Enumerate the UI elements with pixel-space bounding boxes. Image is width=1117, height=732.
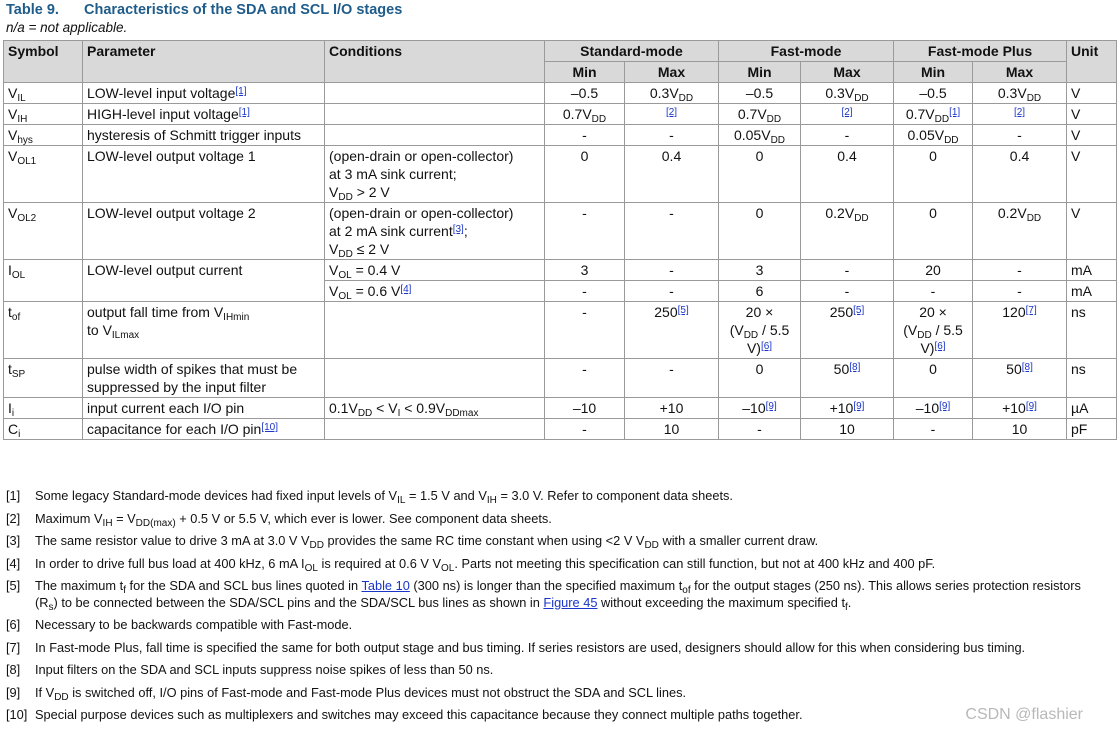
symbol-cell: $I_i$: [4, 398, 83, 419]
footnotes: [6, 488, 1086, 730]
value-cell: 0.4: [973, 146, 1067, 203]
value-cell: 50[8]: [973, 359, 1067, 398]
value-cell: $0.7V_{DD}$: [719, 104, 801, 125]
symbol-cell: $V_{hys}$: [4, 125, 83, 146]
value-cell: 250[5]: [625, 302, 719, 359]
value-cell: 20 × ($V_{DD} / 5.5$ V)[6]: [719, 302, 801, 359]
header-max: Max: [625, 62, 719, 83]
value-cell: 10: [625, 419, 719, 440]
table-number: Table 9.: [6, 2, 59, 18]
conditions-cell: [325, 125, 545, 146]
value-cell: -: [545, 419, 625, 440]
footnote-link[interactable]: [1]: [238, 107, 250, 118]
footnote: [10] Special purpose devices such as multiplexers and switches may exceed this capacitance because they connect multiple paths together.: [6, 707, 803, 722]
value-cell: $0.2V_{DD}$: [973, 203, 1067, 260]
unit-cell: pF: [1067, 419, 1117, 440]
header-min: Min: [719, 62, 801, 83]
header-max: Max: [801, 62, 894, 83]
symbol-cell: $V_{OL2}$: [4, 203, 83, 260]
value-cell: 6: [719, 281, 801, 302]
conditions-cell: [325, 302, 545, 359]
symbol-cell: $C_i$: [4, 419, 83, 440]
footnote-link[interactable]: [9]: [939, 401, 951, 412]
footnote: [5] The maximum $t_f$ for the SDA and SCL bus lines quoted in Table 10 (300 ns) is longer than the specified maximum $t_{of}$ for the output stages (250 ns). This allows series protection resistors $(R_s)$ to be connected between the SDA/SCL pins and the SDA/SCL bus lines as shown in Figure 45 without exceeding the maximum specified $t_f$.: [6, 578, 1081, 613]
value-cell: 0: [719, 146, 801, 203]
value-cell: –0.5: [719, 83, 801, 104]
value-cell: -: [625, 281, 719, 302]
parameter-cell: input current each I/O pin: [83, 398, 325, 419]
value-cell: -: [625, 260, 719, 281]
value-cell: -: [801, 281, 894, 302]
value-cell: -: [625, 203, 719, 260]
conditions-cell: [325, 104, 545, 125]
value-cell: -: [545, 125, 625, 146]
parameter-cell: LOW-level output voltage 2: [83, 203, 325, 260]
conditions-cell: (open-drain or open-collector) at 3 mA sink current; $V_{DD} > 2$ V: [325, 146, 545, 203]
footnote-link[interactable]: [2]: [841, 107, 853, 118]
footnote: [2] Maximum $V_{IH} = V_{DD(max)} + 0.5$ V or 5.5 V, which ever is lower. See component data sheets.: [6, 510, 552, 529]
footnote-link[interactable]: [7]: [1025, 305, 1037, 316]
footnote-link[interactable]: [9]: [765, 401, 777, 412]
parameter-cell: LOW-level output voltage 1: [83, 146, 325, 203]
parameter-cell: capacitance for each I/O pin[10]: [83, 419, 325, 440]
header-standard-mode: Standard-mode: [545, 41, 719, 62]
unit-cell: mA: [1067, 281, 1117, 302]
value-cell: 3: [719, 260, 801, 281]
table-title: [6, 2, 402, 18]
value-cell: –10[9]: [719, 398, 801, 419]
value-cell: $0.3V_{DD}$: [625, 83, 719, 104]
value-cell: -: [545, 203, 625, 260]
table-row: [4, 203, 1117, 260]
unit-cell: V: [1067, 203, 1117, 260]
value-cell: 120[7]: [973, 302, 1067, 359]
footnote-link[interactable]: [9]: [853, 401, 865, 412]
unit-cell: ns: [1067, 302, 1117, 359]
value-cell: -: [625, 125, 719, 146]
value-cell: $0.2V_{DD}$: [801, 203, 894, 260]
value-cell: 250[5]: [801, 302, 894, 359]
table-row: [4, 146, 1117, 203]
value-cell: [801, 104, 894, 125]
value-cell: +10: [625, 398, 719, 419]
table-title-text: Characteristics of the SDA and SCL I/O stages: [84, 2, 403, 18]
conditions-cell: $V_{OL} = 0.4$ V: [325, 260, 545, 281]
value-cell: -: [719, 419, 801, 440]
value-cell: +10[9]: [973, 398, 1067, 419]
table-row: [4, 83, 1117, 104]
symbol-cell: $t_{SP}$: [4, 359, 83, 398]
value-cell: 10: [801, 419, 894, 440]
value-cell: +10[9]: [801, 398, 894, 419]
unit-cell: V: [1067, 83, 1117, 104]
value-cell: 50[8]: [801, 359, 894, 398]
footnote-link[interactable]: [6]: [760, 341, 773, 352]
footnote-link[interactable]: [5]: [677, 305, 689, 316]
conditions-cell: [325, 419, 545, 440]
unit-cell: ns: [1067, 359, 1117, 398]
conditions-cell: [325, 359, 545, 398]
value-cell: 0: [894, 203, 973, 260]
table-10-link[interactable]: Table 10: [361, 578, 410, 593]
unit-cell: V: [1067, 125, 1117, 146]
value-cell: 0.4: [625, 146, 719, 203]
table-row: [4, 260, 1117, 281]
footnote-link[interactable]: [2]: [1013, 107, 1026, 118]
value-cell: -: [973, 260, 1067, 281]
footnote: [6] Necessary to be backwards compatible with Fast-mode.: [6, 617, 353, 632]
value-cell: 0: [719, 359, 801, 398]
footnote-link[interactable]: [4]: [400, 284, 412, 295]
value-cell: -: [545, 302, 625, 359]
value-cell: 0: [719, 203, 801, 260]
value-cell: -: [894, 419, 973, 440]
footnote: [8] Input filters on the SDA and SCL inputs suppress noise spikes of less than 50 ns.: [6, 662, 494, 677]
footnote-link[interactable]: [8]: [1021, 362, 1033, 373]
header-parameter: Parameter: [83, 41, 325, 83]
footnote-link[interactable]: [9]: [1025, 401, 1037, 412]
value-cell: -: [545, 359, 625, 398]
symbol-cell: $t_{of}$: [4, 302, 83, 359]
footnote-link[interactable]: [2]: [665, 107, 678, 118]
value-cell: 0.4: [801, 146, 894, 203]
parameter-cell: LOW-level output current: [83, 260, 325, 302]
table-row: [4, 359, 1117, 398]
value-cell: $0.05V_{DD}$: [894, 125, 973, 146]
symbol-cell: $V_{OL1}$: [4, 146, 83, 203]
value-cell: 0: [894, 359, 973, 398]
footnote-link[interactable]: [3]: [452, 224, 464, 235]
value-cell: -: [545, 281, 625, 302]
footnote: [4] In order to drive full bus load at 400 kHz, 6 mA $I_{OL}$ is required at 0.6 V $V_{OL}$. Parts not meeting this specification can still function, but not at 400 kHz and 400 pF.: [6, 555, 936, 574]
value-cell: $0.3V_{DD}$: [801, 83, 894, 104]
table-subtitle: n/a = not applicable.: [6, 20, 128, 35]
value-cell: –10: [545, 398, 625, 419]
value-cell: -: [801, 260, 894, 281]
parameter-cell: pulse width of spikes that must be suppressed by the input filter: [83, 359, 325, 398]
table-row: [4, 419, 1117, 440]
value-cell: $0.7V_{DD}[1]$: [894, 104, 973, 125]
footnote-link[interactable]: [6]: [934, 341, 946, 352]
value-cell: -: [973, 125, 1067, 146]
conditions-cell: $V_{OL} = 0.6$ V[4]: [325, 281, 545, 302]
footnote: [1] Some legacy Standard-mode devices had fixed input levels of $V_{IL} = 1.5$ V and $V_{IH} = 3.0$ V. Refer to component data sheets.: [6, 488, 733, 506]
header-conditions: Conditions: [325, 41, 545, 83]
value-cell: $0.3V_{DD}$: [973, 83, 1067, 104]
unit-cell: V: [1067, 104, 1117, 125]
value-cell: 0: [545, 146, 625, 203]
parameter-cell: HIGH-level input voltage[1]: [83, 104, 325, 125]
conditions-cell: $0.1V_{DD} < V_I < 0.9V_{DDmax}$: [325, 398, 545, 419]
watermark: CSDN @flashier: [965, 706, 1083, 723]
symbol-cell: $V_{IL}$: [4, 83, 83, 104]
value-cell: -: [973, 281, 1067, 302]
value-cell: -: [625, 359, 719, 398]
footnote-link[interactable]: [5]: [853, 305, 865, 316]
footnote: [3] The same resistor value to drive 3 mA at 3.0 V $V_{DD}$ provides the same RC time constant when using <2 V $V_{DD}$ with a smaller current draw.: [6, 533, 819, 551]
parameter-cell: LOW-level input voltage[1]: [83, 83, 325, 104]
value-cell: [973, 104, 1067, 125]
symbol-cell: $I_{OL}$: [4, 260, 83, 302]
unit-cell: mA: [1067, 260, 1117, 281]
header-symbol: Symbol: [4, 41, 83, 83]
conditions-cell: (open-drain or open-collector) at 2 mA sink current[3]; $V_{DD} \le 2$ V: [325, 203, 545, 260]
value-cell: 3: [545, 260, 625, 281]
value-cell: –0.5: [545, 83, 625, 104]
value-cell: –10[9]: [894, 398, 973, 419]
footnote-link[interactable]: [8]: [849, 362, 861, 373]
footnote-link[interactable]: [10]: [261, 422, 279, 433]
value-cell: $0.05V_{DD}$: [719, 125, 801, 146]
symbol-cell: $V_{IH}$: [4, 104, 83, 125]
value-cell: $0.7V_{DD}$: [545, 104, 625, 125]
unit-cell: µA: [1067, 398, 1117, 419]
value-cell: -: [894, 281, 973, 302]
header-unit: Unit: [1067, 41, 1117, 83]
table-row: [4, 104, 1117, 125]
footnote: [9] If $V_{DD}$ is switched off, I/O pins of Fast-mode and Fast-mode Plus devices must not obstruct the SDA and SCL lines.: [6, 684, 687, 703]
footnote-link[interactable]: [1]: [949, 107, 961, 118]
value-cell: -: [801, 125, 894, 146]
table-row: [4, 302, 1117, 359]
header-min: Min: [545, 62, 625, 83]
table-row: [4, 398, 1117, 419]
footnote-link[interactable]: [1]: [235, 86, 247, 97]
value-cell: 10: [973, 419, 1067, 440]
header-min: Min: [894, 62, 973, 83]
header-max: Max: [973, 62, 1067, 83]
value-cell: 20 × ($V_{DD} / 5.5$ V)[6]: [894, 302, 973, 359]
value-cell: 0: [894, 146, 973, 203]
figure-45-link[interactable]: Figure 45: [543, 594, 598, 610]
table-row: [4, 125, 1117, 146]
header-fast-mode-plus: Fast-mode Plus: [894, 41, 1067, 62]
parameter-cell: output fall time from $V_{IHmin}$ to $V_{ILmax}$: [83, 302, 325, 359]
value-cell: [625, 104, 719, 125]
unit-cell: V: [1067, 146, 1117, 203]
value-cell: 20: [894, 260, 973, 281]
conditions-cell: [325, 83, 545, 104]
parameter-cell: hysteresis of Schmitt trigger inputs: [83, 125, 325, 146]
value-cell: –0.5: [894, 83, 973, 104]
footnote: [7] In Fast-mode Plus, fall time is specified the same for both output stage and bus timing. If series resistors are used, designers should allow for this when considering bus timing.: [6, 639, 1026, 655]
characteristics-table: [3, 40, 1117, 440]
header-fast-mode: Fast-mode: [719, 41, 894, 62]
